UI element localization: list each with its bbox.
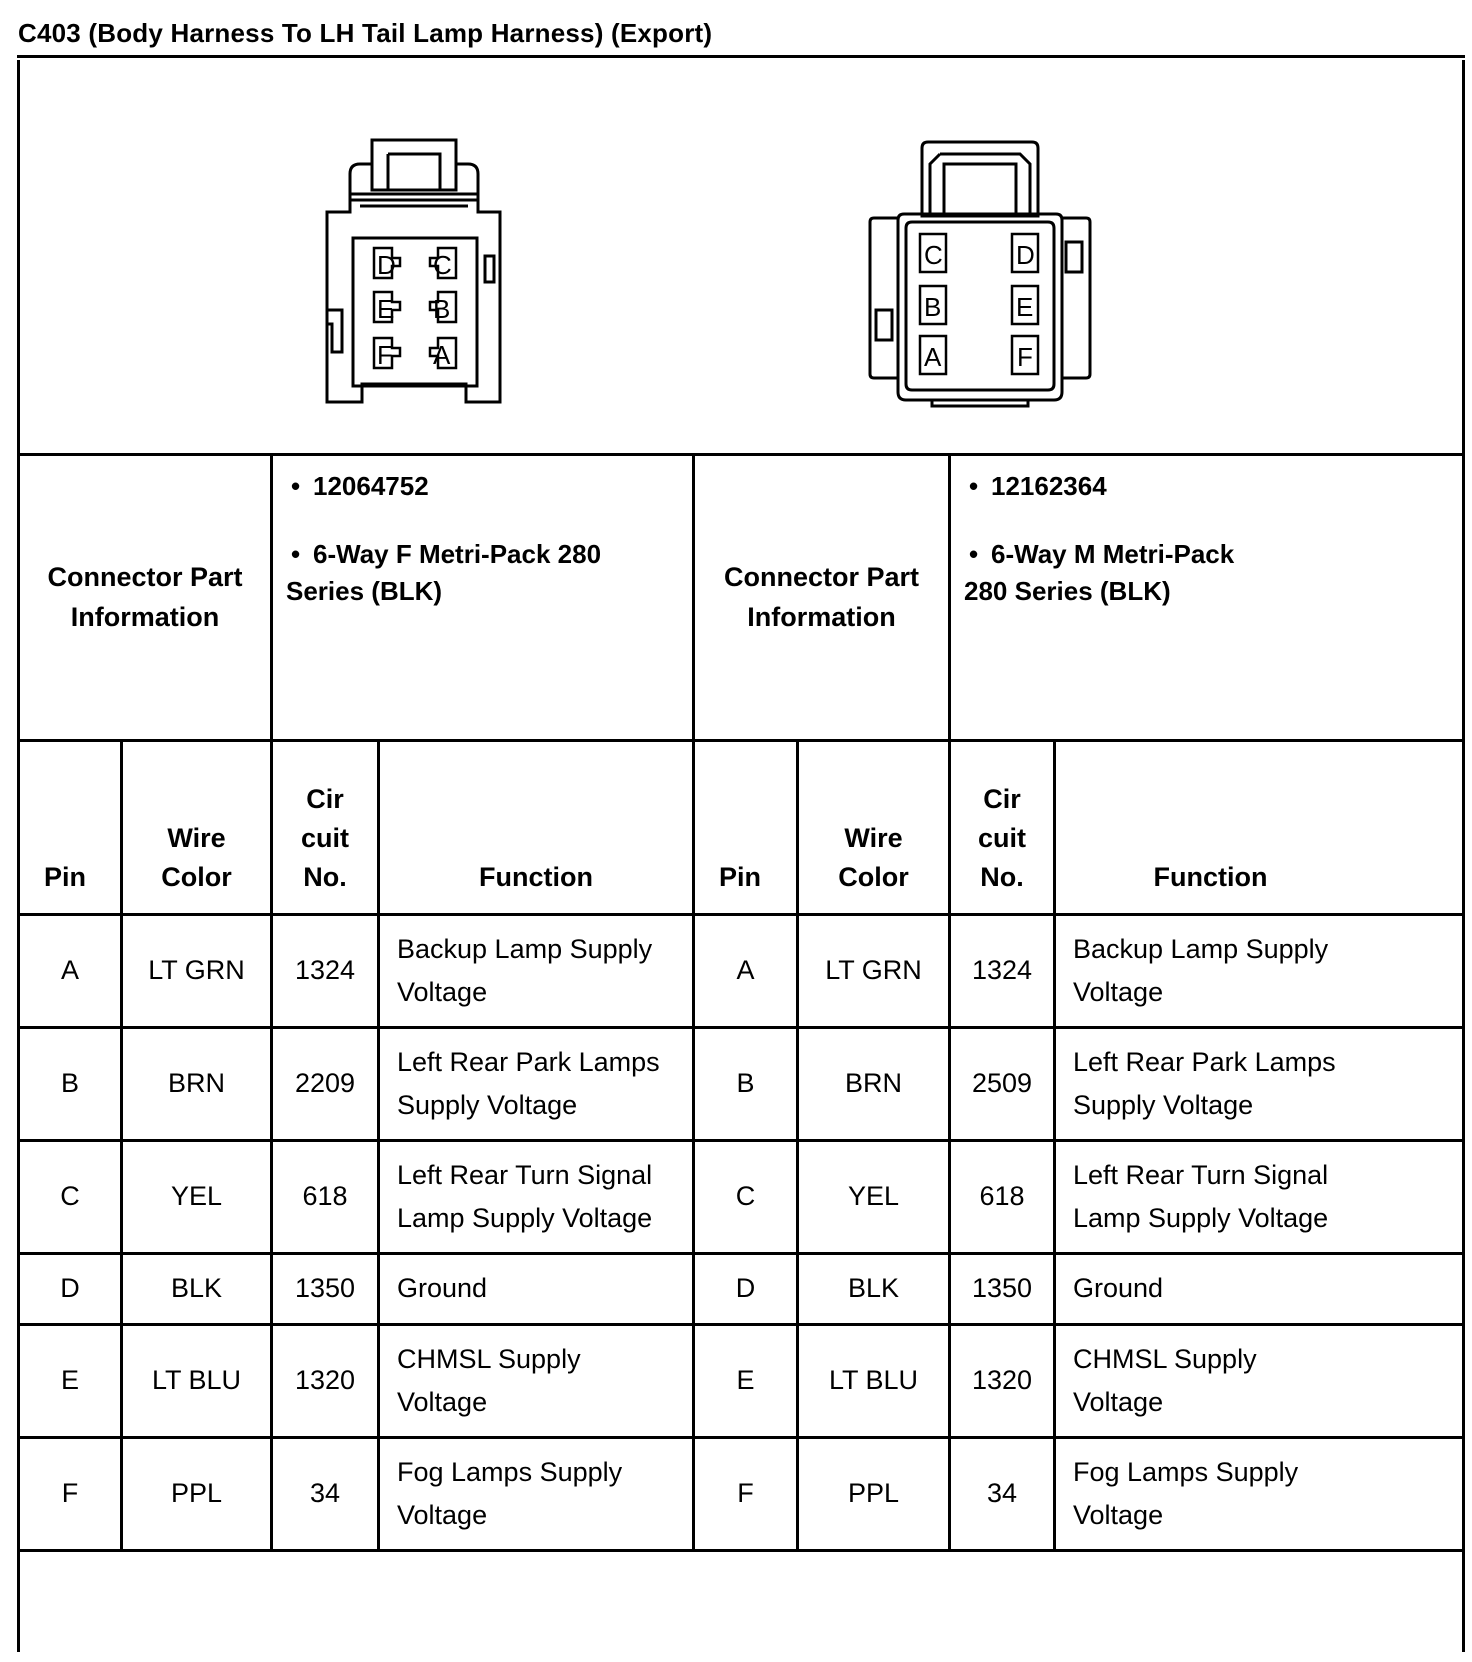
wire-color-cell: BLK <box>170 1273 223 1304</box>
function-cell <box>1056 1326 1365 1436</box>
function-cell <box>380 1029 692 1139</box>
function-cell <box>1056 916 1365 1026</box>
function-text-line: Left Rear Turn Signal <box>397 1159 653 1190</box>
wire-color-cell: PPL <box>847 1478 900 1509</box>
circuit-number-cell: 1350 <box>294 1273 356 1304</box>
pin-f-cavity <box>374 338 400 370</box>
connector-description: 6-Way M Metri-Pack <box>991 538 1235 569</box>
table-bottom-border <box>17 1549 1465 1552</box>
function-text-line: Left Rear Turn Signal <box>1073 1159 1329 1190</box>
circuit-number-cell: 618 <box>979 1181 1025 1212</box>
wire-color-cell: PPL <box>170 1478 223 1509</box>
function-text-line: Voltage <box>397 977 488 1007</box>
pin-cell: F <box>737 1478 754 1509</box>
header-function: Function <box>479 861 593 892</box>
connector-description-cont: Series (BLK) <box>286 576 443 607</box>
pin-e-cavity <box>374 292 400 324</box>
function-text-line: Voltage <box>397 1500 488 1530</box>
function-cell <box>380 1142 692 1252</box>
wire-color-cell: LT GRN <box>825 955 922 986</box>
table-top-border <box>17 55 1465 58</box>
circuit-number-cell: 2509 <box>971 1068 1033 1099</box>
function-text-line: Backup Lamp Supply <box>1073 933 1329 964</box>
header-circuit-no: Cir cuit No. <box>300 783 349 892</box>
connector-diagram-male <box>862 134 1098 414</box>
pin-a-cavity <box>920 336 946 374</box>
circuit-number-cell: 618 <box>302 1181 348 1212</box>
pin-cell: C <box>60 1181 80 1212</box>
page-title: C403 (Body Harness To LH Tail Lamp Harness) (Export) <box>18 18 713 48</box>
connector-description-cont: 280 Series (BLK) <box>964 576 1171 607</box>
function-cell <box>1056 1439 1365 1549</box>
function-cell <box>380 1255 692 1323</box>
circuit-number-cell: 1324 <box>971 955 1033 986</box>
function-text-line: Ground <box>397 1273 488 1304</box>
part-number: 12162364 <box>991 471 1107 501</box>
function-text-line: Voltage <box>397 1387 488 1417</box>
function-cell <box>380 1439 692 1549</box>
header-wire-color: Wire Color <box>838 822 909 892</box>
function-text-line: Voltage <box>1073 977 1164 1007</box>
circuit-number-cell: 2209 <box>294 1068 356 1099</box>
function-cell <box>380 1326 692 1436</box>
pin-cell: B <box>60 1068 79 1099</box>
pin-b-cavity <box>430 292 456 324</box>
pin-label-d: D <box>1016 240 1035 270</box>
function-text-line: CHMSL Supply <box>1073 1343 1257 1374</box>
wire-color-cell: BRN <box>167 1068 225 1099</box>
pin-cell: E <box>60 1365 79 1396</box>
pin-label-f: F <box>1017 342 1033 372</box>
wire-color-cell: YEL <box>847 1181 900 1212</box>
header-pin: Pin <box>44 861 87 892</box>
pin-label-a: A <box>924 342 942 372</box>
pin-cell: A <box>60 955 79 986</box>
connector-info-details: • 12064752 • 6-Way F Metri-Pack 280 Series (BLK) <box>273 456 692 739</box>
function-text-line: Left Rear Park Lamps <box>1073 1046 1336 1077</box>
pin-cell: E <box>736 1365 755 1396</box>
connector-info-label: Connector Part Information <box>47 562 243 632</box>
pin-cell: A <box>736 955 755 986</box>
pin-cell: D <box>735 1273 756 1304</box>
connector-info-details: • 12162364 • 6-Way M Metri-Pack 280 Series (BLK) <box>951 456 1465 739</box>
pin-label-e: E <box>377 294 395 324</box>
wire-color-cell: LT BLU <box>828 1365 919 1396</box>
pin-cell: F <box>61 1478 79 1509</box>
pin-c-cavity <box>920 234 946 272</box>
function-text-line: Voltage <box>1073 1500 1164 1530</box>
function-text-line: CHMSL Supply <box>397 1343 581 1374</box>
wire-color-cell: BLK <box>847 1273 900 1304</box>
wire-color-cell: BRN <box>844 1068 902 1099</box>
circuit-number-cell: 34 <box>309 1478 341 1509</box>
function-cell <box>1056 1142 1365 1252</box>
pin-e-cavity <box>1012 286 1038 324</box>
header-function: Function <box>1153 861 1268 892</box>
connector-diagram-female <box>320 134 510 410</box>
part-number: 12064752 <box>313 471 429 501</box>
circuit-number-cell: 34 <box>986 1478 1018 1509</box>
function-text-line: Fog Lamps Supply <box>1073 1456 1299 1487</box>
pin-f-cavity <box>1012 336 1038 374</box>
function-text-line: Supply Voltage <box>1073 1090 1254 1120</box>
wire-color-cell: LT BLU <box>151 1365 242 1396</box>
pin-d-cavity <box>1012 234 1038 272</box>
pin-label-c: C <box>924 240 943 270</box>
connector-info-label: Connector Part Information <box>723 562 920 632</box>
circuit-number-cell: 1320 <box>971 1365 1033 1396</box>
pin-cell: B <box>736 1068 755 1099</box>
pin-c-cavity <box>430 248 456 280</box>
pin-cell: D <box>60 1273 80 1304</box>
circuit-number-cell: 1324 <box>294 955 356 986</box>
pin-label-b: B <box>924 292 942 322</box>
connector-description: 6-Way F Metri-Pack 280 <box>313 538 602 569</box>
pin-b-cavity <box>920 286 946 324</box>
circuit-number-cell: 1350 <box>971 1273 1033 1304</box>
pin-label-e: E <box>1016 292 1034 322</box>
function-text-line: Fog Lamps Supply <box>397 1456 623 1487</box>
pin-label-c: C <box>433 250 452 280</box>
wire-color-cell: LT GRN <box>148 955 245 986</box>
pin-label-b: B <box>433 294 451 324</box>
function-text-line: Backup Lamp Supply <box>397 933 653 964</box>
function-cell <box>1056 1255 1365 1323</box>
function-text-line: Lamp Supply Voltage <box>397 1203 653 1233</box>
header-wire-color: Wire Color <box>161 822 232 892</box>
function-text-line: Supply Voltage <box>397 1090 578 1120</box>
header-circuit-no: Cir cuit No. <box>977 783 1026 892</box>
header-pin: Pin <box>719 861 762 892</box>
function-cell <box>1056 1029 1365 1139</box>
pin-label-f: F <box>377 340 393 370</box>
function-text-line: Left Rear Park Lamps <box>397 1046 660 1077</box>
function-text-line: Ground <box>1073 1273 1164 1304</box>
function-text-line: Voltage <box>1073 1387 1164 1417</box>
pin-cell: C <box>735 1181 756 1212</box>
function-text-line: Lamp Supply Voltage <box>1073 1203 1329 1233</box>
pin-label-d: D <box>377 250 396 280</box>
pin-d-cavity <box>374 248 400 280</box>
function-cell <box>380 916 692 1026</box>
wire-color-cell: YEL <box>170 1181 223 1212</box>
circuit-number-cell: 1320 <box>294 1365 356 1396</box>
pin-a-cavity <box>430 338 456 370</box>
pin-label-a: A <box>433 340 451 370</box>
